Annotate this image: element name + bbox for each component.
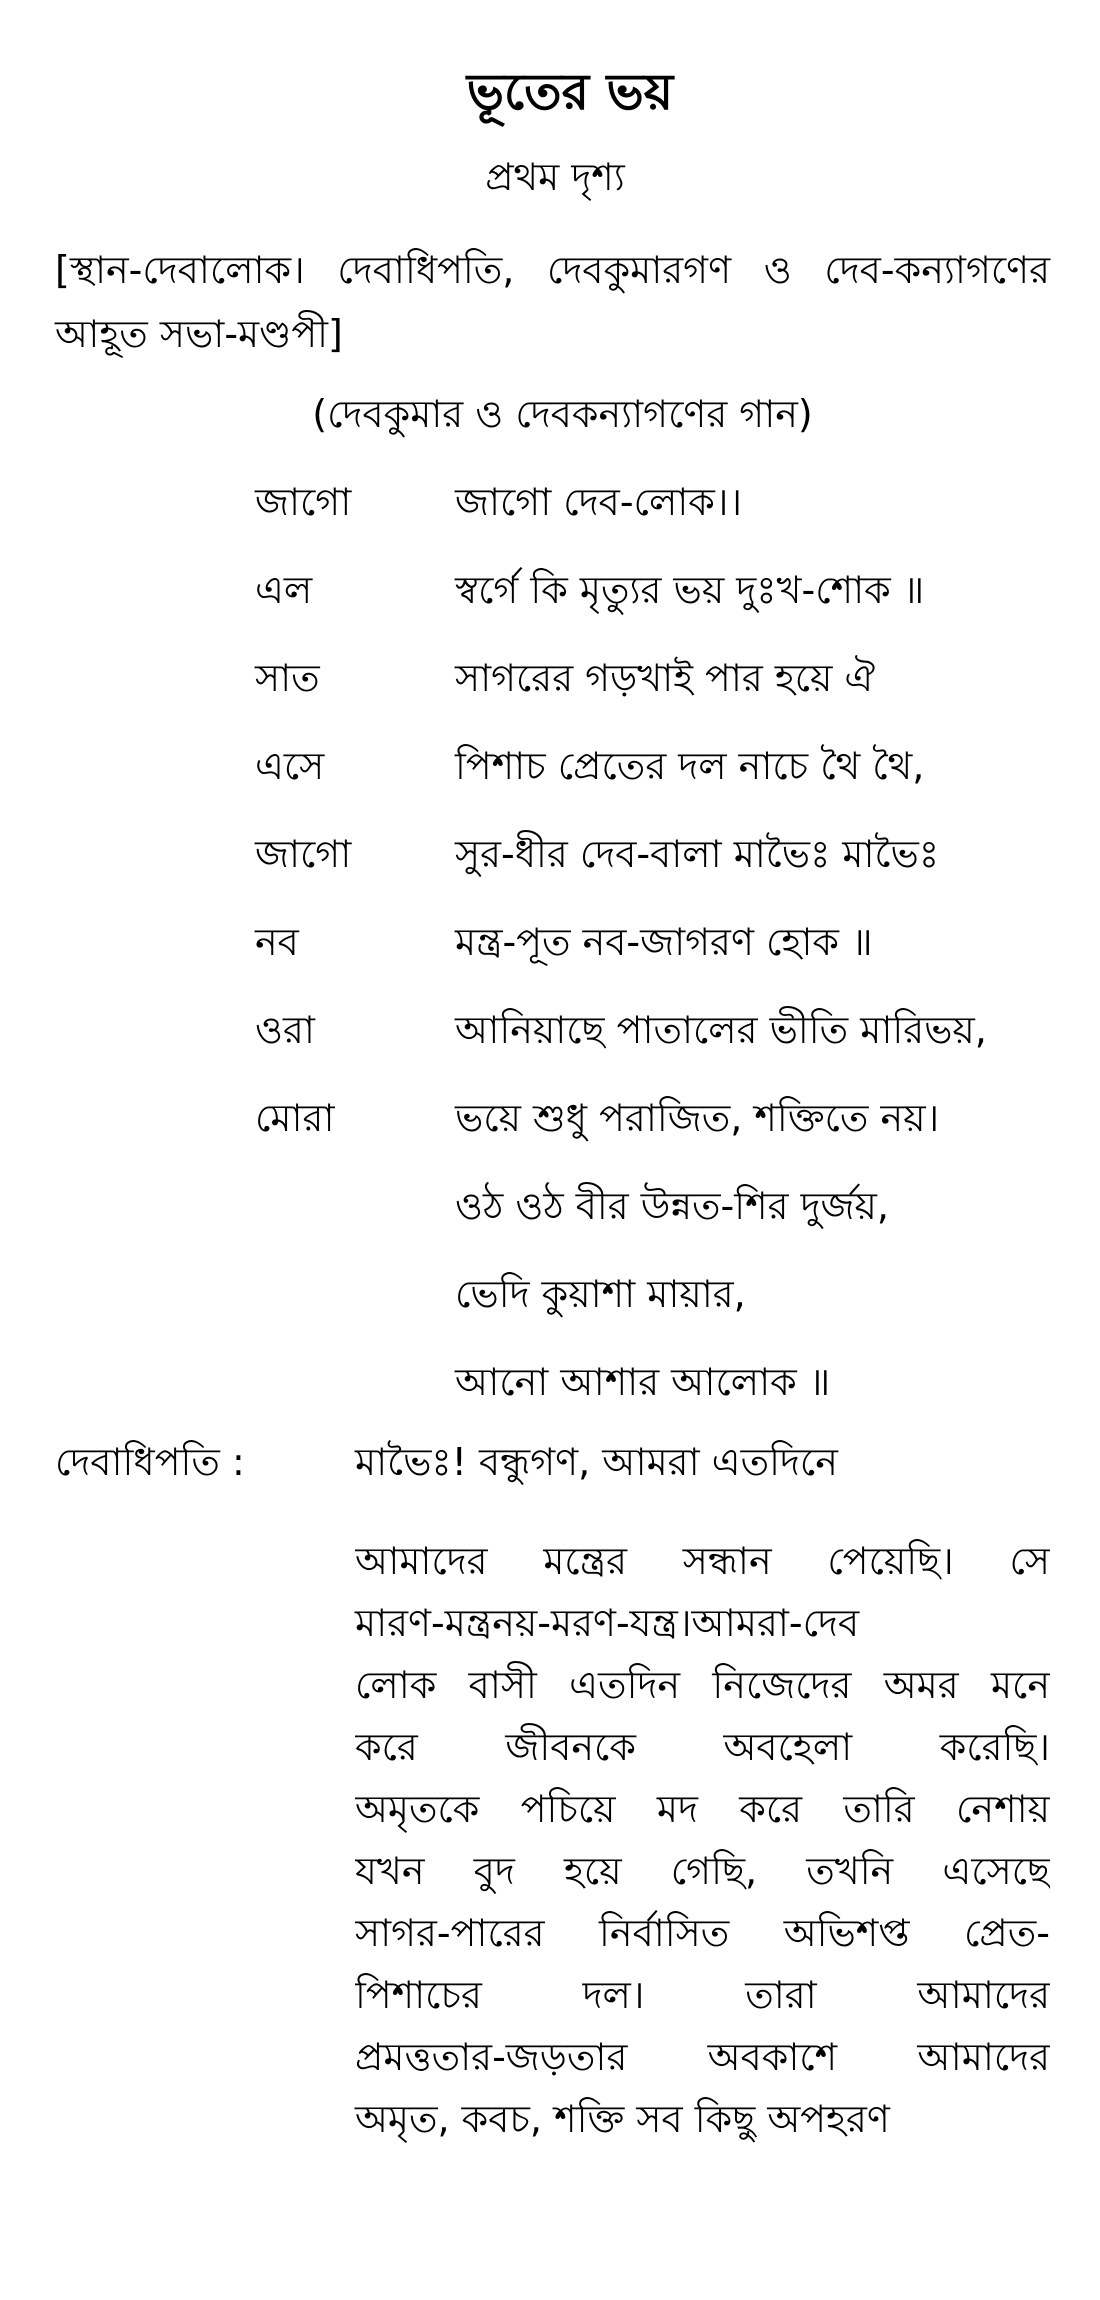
song-line-lead: মোরা bbox=[255, 1096, 335, 1140]
song-line bbox=[255, 734, 1075, 822]
scene-heading: প্রথম দৃশ্য bbox=[485, 155, 625, 199]
song-line bbox=[255, 1174, 1075, 1262]
song-line-text: মন্ত্র-পূত নব-জাগরণ হোক ॥ bbox=[455, 920, 873, 964]
song-line bbox=[255, 910, 1075, 998]
song-line bbox=[255, 822, 1075, 910]
song-line-text: সাগরের গড়খাই পার হয়ে ঐ bbox=[455, 656, 876, 700]
song-heading: (দেবকুমার ও দেবকন্যাগণের গান) bbox=[312, 392, 813, 436]
speech-line: অমৃত, কবচ, শক্তি সব কিছু অপহরণ bbox=[355, 2097, 890, 2141]
song-line bbox=[255, 998, 1075, 1086]
speech-line: যখন বুদ হয়ে গেছি, তখনি এসেছে bbox=[355, 1849, 1050, 1893]
song-block bbox=[255, 470, 1075, 1438]
song-line-lead: জাগো bbox=[255, 480, 352, 524]
song-line-text: ওঠ ওঠ বীর উন্নত-শির দুর্জয়, bbox=[455, 1184, 889, 1228]
song-line bbox=[255, 1350, 1075, 1438]
song-line bbox=[255, 1262, 1075, 1350]
song-line bbox=[255, 470, 1075, 558]
speaker-name: দেবাধিপতি : bbox=[55, 1440, 245, 1484]
song-line bbox=[255, 558, 1075, 646]
speech-line: পিশাচের দল। তারা আমাদের bbox=[355, 1973, 1050, 2017]
song-line-text: স্বর্গে কি মৃত্যুর ভয় দুঃখ-শোক ॥ bbox=[455, 568, 925, 612]
song-line-text: ভেদি কুয়াশা মায়ার, bbox=[455, 1272, 746, 1316]
song-line-text: পিশাচ প্রেতের দল নাচে থৈ থৈ, bbox=[455, 744, 925, 788]
song-line bbox=[255, 1086, 1075, 1174]
song-line-text: ভয়ে শুধু পরাজিত, শক্তিতে নয়। bbox=[455, 1096, 940, 1140]
song-line-lead: এল bbox=[255, 568, 313, 612]
speech-line: আমাদের মন্ত্রের সন্ধান পেয়েছি। সে bbox=[355, 1539, 1050, 1583]
speech-line: প্রমত্ততার-জড়তার অবকাশে আমাদের bbox=[355, 2035, 1050, 2079]
song-line-lead: ওরা bbox=[255, 1008, 315, 1052]
speech-line: লোক বাসী এতদিন নিজেদের অমর মনে bbox=[355, 1663, 1050, 1707]
speech-line: করে জীবনকে অবহেলা করেছি। bbox=[355, 1725, 1050, 1769]
stage-direction: [স্থান-দেবালোক। দেবাধিপতি, দেবকুমারগণ ও দেব-কন্যাগণের আহূত সভা-মণ্ডপী] bbox=[55, 248, 1050, 356]
speech-line: সাগর-পারের নির্বাসিত অভিশপ্ত প্রেত- bbox=[355, 1911, 1050, 1955]
page-title: ভূতের ভয় bbox=[466, 63, 674, 121]
song-line-text: আনিয়াছে পাতালের ভীতি মারিভয়, bbox=[455, 1008, 987, 1052]
song-line-lead: এসে bbox=[255, 744, 325, 788]
song-line-lead: নব bbox=[255, 920, 299, 964]
speech-line: মারণ-মন্ত্রনয়-মরণ-যন্ত্র।আমরা-দেব bbox=[355, 1601, 860, 1645]
song-line-lead: সাত bbox=[255, 656, 320, 700]
song-line-text: জাগো দেব-লোক।। bbox=[455, 480, 743, 524]
speech-line: অমৃতকে পচিয়ে মদ করে তারি নেশায় bbox=[355, 1787, 1050, 1831]
song-line-text: আনো আশার আলোক ॥ bbox=[455, 1360, 831, 1404]
speech-paragraph bbox=[355, 1530, 1050, 2150]
song-line-text: সুর-ধীর দেব-বালা মাভৈঃ মাভৈঃ bbox=[455, 832, 940, 876]
song-line-lead: জাগো bbox=[255, 832, 352, 876]
speech-first-line: মাভৈঃ! বন্ধুগণ, আমরা এতদিনে bbox=[355, 1440, 838, 1484]
song-line bbox=[255, 646, 1075, 734]
